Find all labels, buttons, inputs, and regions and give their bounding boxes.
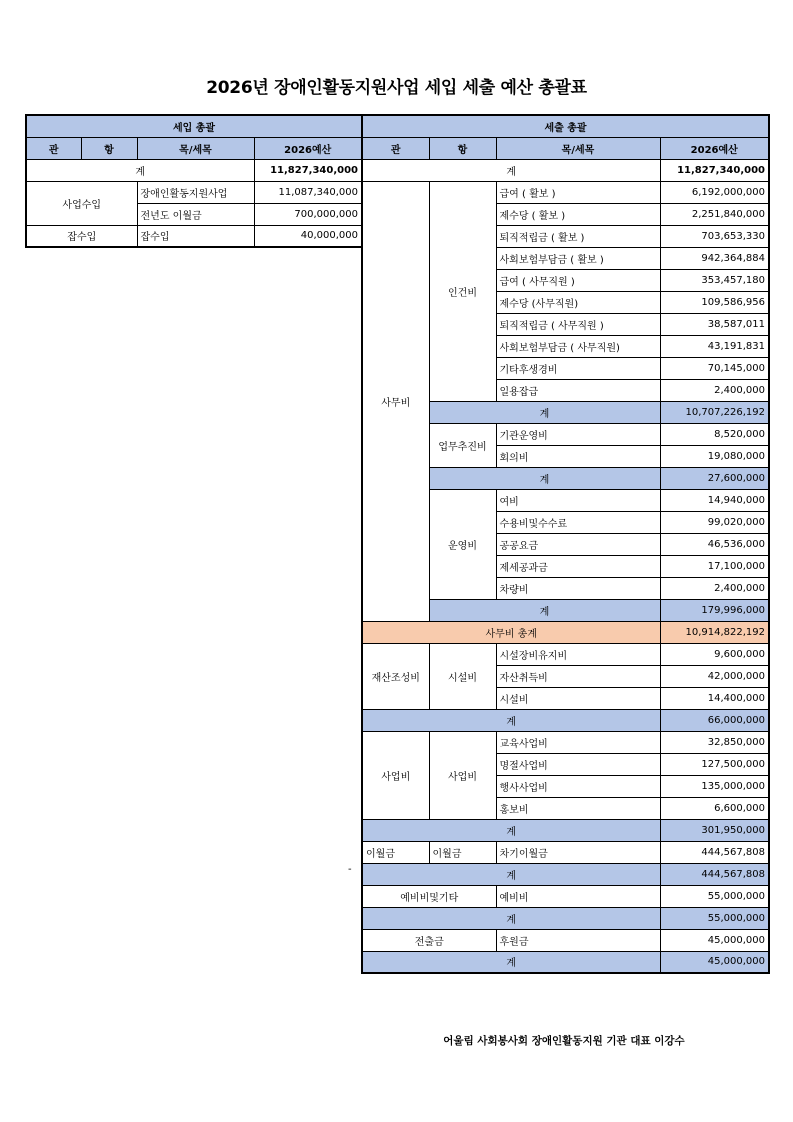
item-amount: 700,000,000 <box>254 203 362 225</box>
subtotal-label: 계 <box>362 863 660 885</box>
item-amount: 14,940,000 <box>660 489 769 511</box>
stray-mark: - <box>348 864 352 875</box>
table-row <box>362 731 769 753</box>
revenue-table <box>25 114 363 248</box>
hang-label: 이월금 <box>429 841 496 863</box>
table-row <box>362 841 769 863</box>
item-label: 교육사업비 <box>496 731 660 753</box>
item-label: 퇴직적립금 ( 활보 ) <box>496 225 660 247</box>
item-amount: 6,192,000,000 <box>660 181 769 203</box>
item-label: 기타후생경비 <box>496 357 660 379</box>
subtotal-label: 계 <box>429 467 660 489</box>
table-row <box>362 181 769 203</box>
item-amount: 8,520,000 <box>660 423 769 445</box>
gwan-label: 예비비및기타 <box>362 885 496 907</box>
item-label: 차량비 <box>496 577 660 599</box>
item-amount: 9,600,000 <box>660 643 769 665</box>
item-label: 수용비및수수료 <box>496 511 660 533</box>
subtotal-label: 계 <box>429 401 660 423</box>
item-label: 퇴직적립금 ( 사무직원 ) <box>496 313 660 335</box>
expense-column-row <box>362 137 769 159</box>
subtotal-label: 계 <box>362 951 660 973</box>
item-label: 제수당 ( 활보 ) <box>496 203 660 225</box>
group-label: 사업수입 <box>26 181 137 225</box>
subtotal-label: 계 <box>429 599 660 621</box>
col-item: 목/세목 <box>496 137 660 159</box>
item-amount: 444,567,808 <box>660 841 769 863</box>
item-label: 급여 ( 활보 ) <box>496 181 660 203</box>
subtotal-amount: 179,996,000 <box>660 599 769 621</box>
item-label: 예비비 <box>496 885 660 907</box>
item-amount: 127,500,000 <box>660 753 769 775</box>
item-amount: 109,586,956 <box>660 291 769 313</box>
subtotal-row <box>362 951 769 973</box>
item-label: 자산취득비 <box>496 665 660 687</box>
item-label: 전년도 이월금 <box>137 203 254 225</box>
revenue-column-row <box>26 137 362 159</box>
total-amount: 11,827,340,000 <box>254 159 362 181</box>
col-item: 목/세목 <box>137 137 254 159</box>
revenue-header-row <box>26 115 362 137</box>
gwan-label: 사무비 <box>362 181 429 621</box>
item-label: 제수당 (사무직원) <box>496 291 660 313</box>
item-amount: 45,000,000 <box>660 929 769 951</box>
item-label: 차기이월금 <box>496 841 660 863</box>
page-title: 2026년 장애인활동지원사업 세입 세출 예산 총괄표 <box>206 78 587 98</box>
item-label: 여비 <box>496 489 660 511</box>
subtotal-amount: 45,000,000 <box>660 951 769 973</box>
subtotal-row <box>362 907 769 929</box>
hang-label: 시설비 <box>429 643 496 709</box>
item-amount: 2,251,840,000 <box>660 203 769 225</box>
subtotal-amount: 66,000,000 <box>660 709 769 731</box>
subtotal-amount: 10,707,226,192 <box>660 401 769 423</box>
expense-table <box>361 114 770 974</box>
subtotal-amount: 55,000,000 <box>660 907 769 929</box>
gwan-label: 재산조성비 <box>362 643 429 709</box>
item-amount: 6,600,000 <box>660 797 769 819</box>
item-label: 행사사업비 <box>496 775 660 797</box>
hang-label: 운영비 <box>429 489 496 599</box>
item-label: 사회보험부담금 ( 활보 ) <box>496 247 660 269</box>
item-label: 시설장비유지비 <box>496 643 660 665</box>
item-amount: 46,536,000 <box>660 533 769 555</box>
subtotal-amount: 444,567,808 <box>660 863 769 885</box>
item-label: 장애인활동지원사업 <box>137 181 254 203</box>
item-amount: 703,653,330 <box>660 225 769 247</box>
item-amount: 353,457,180 <box>660 269 769 291</box>
subtotal-row <box>362 863 769 885</box>
item-label: 제세공과금 <box>496 555 660 577</box>
item-amount: 17,100,000 <box>660 555 769 577</box>
total-label: 계 <box>26 159 254 181</box>
item-amount: 40,000,000 <box>254 225 362 247</box>
table-row <box>26 181 362 203</box>
col-hang: 항 <box>429 137 496 159</box>
subtotal-amount: 27,600,000 <box>660 467 769 489</box>
total-amount: 11,827,340,000 <box>660 159 769 181</box>
hang-label: 업무추진비 <box>429 423 496 467</box>
item-amount: 43,191,831 <box>660 335 769 357</box>
item-label: 홍보비 <box>496 797 660 819</box>
hang-label: 사업비 <box>429 731 496 819</box>
subtotal-label: 계 <box>362 907 660 929</box>
subtotal-row <box>362 709 769 731</box>
item-label: 명절사업비 <box>496 753 660 775</box>
item-label: 공공요금 <box>496 533 660 555</box>
subtotal-label: 계 <box>362 819 660 841</box>
item-amount: 55,000,000 <box>660 885 769 907</box>
col-budget: 2026예산 <box>254 137 362 159</box>
item-amount: 38,587,011 <box>660 313 769 335</box>
subtotal-amount: 301,950,000 <box>660 819 769 841</box>
item-amount: 19,080,000 <box>660 445 769 467</box>
item-amount: 2,400,000 <box>660 577 769 599</box>
revenue-total-row <box>26 159 362 181</box>
footer-signature: 어울림 사회봉사회 장애인활동지원 기관 대표 이강수 <box>443 1035 685 1047</box>
item-amount: 2,400,000 <box>660 379 769 401</box>
table-row <box>26 225 362 247</box>
gwan-label: 이월금 <box>362 841 429 863</box>
col-gwan: 관 <box>362 137 429 159</box>
item-label: 급여 ( 사무직원 ) <box>496 269 660 291</box>
col-hang: 항 <box>81 137 137 159</box>
office-total-row <box>362 621 769 643</box>
office-total-label: 사무비 총계 <box>362 621 660 643</box>
item-amount: 11,087,340,000 <box>254 181 362 203</box>
col-gwan: 관 <box>26 137 81 159</box>
item-amount: 42,000,000 <box>660 665 769 687</box>
expense-header: 세출 총괄 <box>362 115 769 137</box>
item-amount: 32,850,000 <box>660 731 769 753</box>
expense-header-row <box>362 115 769 137</box>
hang-label: 인건비 <box>429 181 496 401</box>
item-label: 잡수입 <box>137 225 254 247</box>
expense-total-row <box>362 159 769 181</box>
col-budget: 2026예산 <box>660 137 769 159</box>
item-label: 회의비 <box>496 445 660 467</box>
item-amount: 70,145,000 <box>660 357 769 379</box>
revenue-header: 세입 총괄 <box>26 115 362 137</box>
item-label: 일용잡급 <box>496 379 660 401</box>
office-total-amount: 10,914,822,192 <box>660 621 769 643</box>
item-label: 기관운영비 <box>496 423 660 445</box>
item-amount: 135,000,000 <box>660 775 769 797</box>
table-row <box>362 885 769 907</box>
subtotal-row <box>362 819 769 841</box>
item-amount: 14,400,000 <box>660 687 769 709</box>
table-row <box>362 643 769 665</box>
total-label: 계 <box>362 159 660 181</box>
table-row <box>362 929 769 951</box>
item-label: 사회보험부담금 ( 사무직원) <box>496 335 660 357</box>
item-label: 후원금 <box>496 929 660 951</box>
subtotal-label: 계 <box>362 709 660 731</box>
item-amount: 99,020,000 <box>660 511 769 533</box>
item-label: 시설비 <box>496 687 660 709</box>
gwan-label: 사업비 <box>362 731 429 819</box>
group-label: 잡수입 <box>26 225 137 247</box>
item-amount: 942,364,884 <box>660 247 769 269</box>
gwan-label: 전출금 <box>362 929 496 951</box>
